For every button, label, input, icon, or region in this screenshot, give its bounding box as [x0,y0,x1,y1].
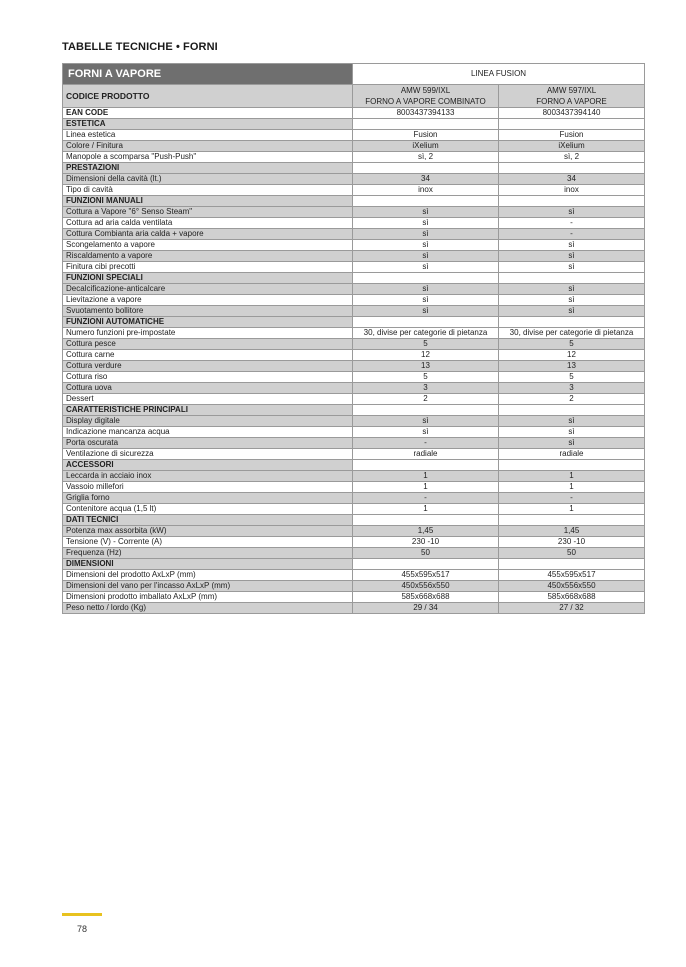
spec-value: sì [353,262,499,273]
product-code-2 [499,85,645,108]
section-header-row [63,273,645,284]
spec-label: Frequenza (Hz) [63,548,353,559]
spec-label: Riscaldamento a vapore [63,251,353,262]
spec-row [63,207,645,218]
spec-label: Cottura verdure [63,361,353,372]
spec-label: Dimensioni del prodotto AxLxP (mm) [63,570,353,581]
spec-value: 50 [499,548,645,559]
spec-row [63,295,645,306]
spec-value: sì [353,251,499,262]
spec-row [63,229,645,240]
spec-row [63,548,645,559]
spec-value: 450x556x550 [353,581,499,592]
section-title: ESTETICA [63,119,353,130]
spec-value: sì [499,262,645,273]
spec-label: Tipo di cavità [63,185,353,196]
spec-label: Ventilazione di sicurezza [63,449,353,460]
spec-label: Dimensioni del vano per l'incasso AxLxP (mm) [63,581,353,592]
spec-value: 455x595x517 [499,570,645,581]
spec-row [63,427,645,438]
spec-label: Potenza max assorbita (kW) [63,526,353,537]
spec-label: Vassoio millefori [63,482,353,493]
spec-value: 585x668x688 [353,592,499,603]
spec-row [63,328,645,339]
spec-value: sì [499,207,645,218]
spec-value: 13 [353,361,499,372]
spec-row [63,438,645,449]
spec-label: Peso netto / lordo (Kg) [63,603,353,614]
spec-row [63,493,645,504]
section-title: ACCESSORI [63,460,353,471]
spec-row [63,416,645,427]
section-blank-cell [353,273,499,284]
spec-row [63,130,645,141]
spec-label: Lievitazione a vapore [63,295,353,306]
spec-value: 1,45 [499,526,645,537]
spec-value: 5 [353,339,499,350]
spec-value: sì [353,218,499,229]
spec-value: sì [353,295,499,306]
spec-value: 27 / 32 [499,603,645,614]
section-title: CARATTERISTICHE PRINCIPALI [63,405,353,416]
product-model: AMW 597/IXL [546,86,597,95]
spec-value: 3 [353,383,499,394]
spec-value: 1 [499,482,645,493]
spec-label: Colore / Finitura [63,141,353,152]
spec-value: inox [499,185,645,196]
section-header-row [63,460,645,471]
spec-value: 230 -10 [499,537,645,548]
spec-value: 30, divise per categorie di pietanza [499,328,645,339]
spec-label: Cottura Combianta aria calda + vapore [63,229,353,240]
section-blank-cell [353,460,499,471]
section-header-row [63,196,645,207]
spec-value: 1 [353,471,499,482]
product-description: FORNO A VAPORE [536,97,607,106]
spec-value: 5 [353,372,499,383]
spec-label: Griglia forno [63,493,353,504]
spec-label: Cottura uova [63,383,353,394]
product-code-label: CODICE PRODOTTO [63,85,353,108]
spec-row [63,449,645,460]
spec-row [63,306,645,317]
section-header-row [63,317,645,328]
page-title: TABELLE TECNICHE • FORNI [62,41,218,53]
spec-value: sì [499,427,645,438]
product-code-1 [353,85,499,108]
product-line: LINEA FUSION [353,64,645,85]
spec-label: Cottura riso [63,372,353,383]
spec-row [63,471,645,482]
section-blank-cell [353,317,499,328]
spec-value: 450x556x550 [499,581,645,592]
spec-value: sì [499,295,645,306]
spec-label: Tensione (V) - Corrente (A) [63,537,353,548]
spec-value: 5 [499,339,645,350]
section-blank-cell [353,515,499,526]
spec-row [63,537,645,548]
spec-value: sì, 2 [499,152,645,163]
spec-value: 455x595x517 [353,570,499,581]
spec-value: radiale [353,449,499,460]
section-blank-cell [499,460,645,471]
ean-code-label: EAN CODE [63,108,353,119]
spec-row [63,141,645,152]
spec-value: 5 [499,372,645,383]
spec-value: 585x668x688 [499,592,645,603]
spec-value: sì [353,416,499,427]
section-title: DIMENSIONI [63,559,353,570]
ean-code-value: 8003437394140 [499,108,645,119]
section-blank-cell [499,273,645,284]
section-blank-cell [353,405,499,416]
table-title: FORNI A VAPORE [63,64,353,85]
section-blank-cell [499,559,645,570]
ean-code-value: 8003437394133 [353,108,499,119]
spec-row [63,383,645,394]
section-header-row [63,515,645,526]
spec-row [63,262,645,273]
spec-label: Cottura pesce [63,339,353,350]
spec-value: sì [499,240,645,251]
spec-row [63,251,645,262]
spec-label: Cottura ad aria calda ventilata [63,218,353,229]
spec-value: 1 [499,504,645,515]
spec-value: 29 / 34 [353,603,499,614]
spec-row [63,218,645,229]
spec-value: 1 [353,482,499,493]
spec-value: 13 [499,361,645,372]
section-blank-cell [499,317,645,328]
table-header-row [63,64,645,85]
spec-value: radiale [499,449,645,460]
spec-value: iXelium [353,141,499,152]
spec-value: iXelium [499,141,645,152]
spec-value: 12 [499,350,645,361]
section-title: FUNZIONI MANUALI [63,196,353,207]
spec-value: - [353,438,499,449]
section-header-row [63,559,645,570]
section-blank-cell [499,405,645,416]
spec-label: Numero funzioni pre-impostate [63,328,353,339]
spec-row [63,185,645,196]
section-title: PRESTAZIONI [63,163,353,174]
section-blank-cell [499,163,645,174]
spec-row [63,570,645,581]
spec-value: sì [353,229,499,240]
spec-value: 2 [499,394,645,405]
spec-value: 1 [353,504,499,515]
spec-label: Dessert [63,394,353,405]
spec-value: sì [353,284,499,295]
section-title: FUNZIONI SPECIALI [63,273,353,284]
spec-label: Indicazione mancanza acqua [63,427,353,438]
spec-row [63,603,645,614]
spec-value: sì [499,416,645,427]
footer-accent-bar [62,913,102,916]
spec-label: Cottura a Vapore "6° Senso Steam" [63,207,353,218]
spec-row [63,394,645,405]
spec-value: - [353,493,499,504]
spec-value: 230 -10 [353,537,499,548]
spec-label: Display digitale [63,416,353,427]
spec-value: sì [353,240,499,251]
spec-value: 34 [353,174,499,185]
spec-label: Scongelamento a vapore [63,240,353,251]
spec-label: Contenitore acqua (1,5 lt) [63,504,353,515]
spec-label: Dimensioni della cavità (lt.) [63,174,353,185]
spec-value: 34 [499,174,645,185]
section-header-row [63,163,645,174]
spec-label: Svuotamento bollitore [63,306,353,317]
spec-row [63,592,645,603]
spec-value: 12 [353,350,499,361]
spec-table [62,63,645,614]
spec-row [63,526,645,537]
section-blank-cell [499,515,645,526]
section-blank-cell [499,196,645,207]
section-title: DATI TECNICI [63,515,353,526]
page-number: 78 [77,924,88,934]
section-blank-cell [353,119,499,130]
spec-row [63,372,645,383]
section-blank-cell [353,196,499,207]
spec-row [63,284,645,295]
spec-value: 50 [353,548,499,559]
spec-row [63,350,645,361]
spec-label: Leccarda in acciaio inox [63,471,353,482]
section-blank-cell [353,559,499,570]
product-model: AMW 599/IXL [400,86,451,95]
spec-value: 30, divise per categorie di pietanza [353,328,499,339]
spec-value: 1,45 [353,526,499,537]
spec-value: - [499,218,645,229]
spec-label: Finitura cibi precotti [63,262,353,273]
section-header-row [63,405,645,416]
spec-value: Fusion [499,130,645,141]
spec-row [63,482,645,493]
section-blank-cell [499,119,645,130]
spec-value: 3 [499,383,645,394]
spec-value: - [499,493,645,504]
spec-value: sì [499,306,645,317]
spec-row [63,581,645,592]
spec-label: Manopole a scomparsa "Push-Push" [63,152,353,163]
spec-value: sì [499,251,645,262]
spec-value: sì [353,427,499,438]
spec-row [63,174,645,185]
spec-row [63,152,645,163]
section-blank-cell [353,163,499,174]
spec-value: inox [353,185,499,196]
spec-label: Dimensioni prodotto imballato AxLxP (mm) [63,592,353,603]
spec-value: sì, 2 [353,152,499,163]
spec-value: 2 [353,394,499,405]
spec-value: sì [353,306,499,317]
section-title: FUNZIONI AUTOMATICHE [63,317,353,328]
spec-table-body [63,64,645,614]
product-code-row [63,85,645,108]
spec-label: Porta oscurata [63,438,353,449]
section-header-row [63,119,645,130]
product-description: FORNO A VAPORE COMBINATO [365,97,486,106]
spec-label: Cottura carne [63,350,353,361]
spec-value: Fusion [353,130,499,141]
spec-row [63,504,645,515]
spec-value: sì [499,438,645,449]
spec-row [63,240,645,251]
spec-label: Linea estetica [63,130,353,141]
spec-label: Decalcificazione-anticalcare [63,284,353,295]
ean-code-row [63,108,645,119]
spec-row [63,361,645,372]
spec-value: sì [499,284,645,295]
spec-row [63,339,645,350]
spec-value: - [499,229,645,240]
spec-value: 1 [499,471,645,482]
spec-value: sì [353,207,499,218]
